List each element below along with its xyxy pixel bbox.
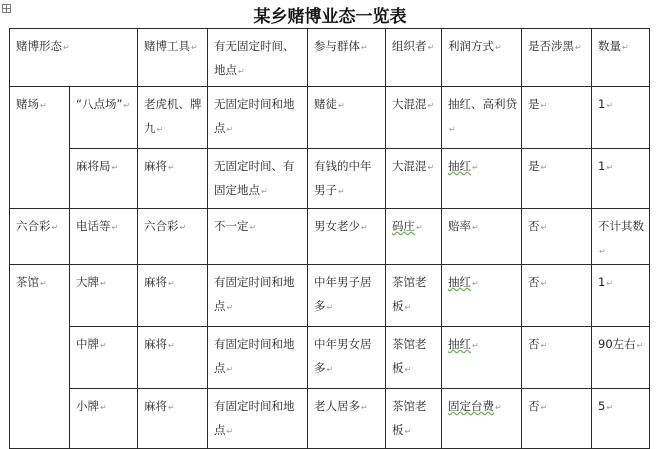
group-cell: 男女老少↵ bbox=[308, 209, 386, 265]
header-organizer: 组织者↵ bbox=[386, 29, 442, 87]
sub-cell: 大牌↵ bbox=[70, 265, 138, 327]
gang-cell: 否↵ bbox=[522, 209, 592, 265]
sub-cell: 小牌↵ bbox=[70, 389, 138, 449]
organizer-cell: 茶馆老板↵ bbox=[386, 265, 442, 327]
header-form: 赌博形态↵ bbox=[10, 29, 138, 87]
count-cell: 不计其数↵ bbox=[592, 209, 650, 265]
header-group: 参与群体↵ bbox=[308, 29, 386, 87]
organizer-cell: 码庄↵ bbox=[386, 209, 442, 265]
group-cell: 中年男女居多↵ bbox=[308, 327, 386, 389]
tool-cell: 麻将↵ bbox=[138, 327, 208, 389]
gang-cell: 是↵ bbox=[522, 87, 592, 149]
count-cell: 1↵ bbox=[592, 265, 650, 327]
header-gang: 是否涉黑↵ bbox=[522, 29, 592, 87]
header-tool: 赌博工具↵ bbox=[138, 29, 208, 87]
sub-cell: 电话等↵ bbox=[70, 209, 138, 265]
header-time-place: 有无固定时间、地点↵ bbox=[208, 29, 308, 87]
count-cell: 5↵ bbox=[592, 389, 650, 449]
tool-cell: 麻将↵ bbox=[138, 149, 208, 209]
group-cell: 中年男子居多↵ bbox=[308, 265, 386, 327]
tool-cell: 麻将↵ bbox=[138, 389, 208, 449]
category-cell: 茶馆↵ bbox=[10, 265, 70, 449]
organizer-cell: 大混混↵ bbox=[386, 149, 442, 209]
group-cell: 赌徒↵ bbox=[308, 87, 386, 149]
table-row bbox=[10, 265, 650, 327]
tool-cell: 六合彩↵ bbox=[138, 209, 208, 265]
header-profit: 利润方式↵ bbox=[442, 29, 522, 87]
profit-cell: 抽红、高利贷↵ bbox=[442, 87, 522, 149]
gang-cell: 否↵ bbox=[522, 265, 592, 327]
organizer-cell: 茶馆老板↵ bbox=[386, 389, 442, 449]
organizer-cell: 大混混↵ bbox=[386, 87, 442, 149]
count-cell: 90左右↵ bbox=[592, 327, 650, 389]
time-place-cell: 有固定时间和地点↵ bbox=[208, 265, 308, 327]
tool-cell: 老虎机、牌九↵ bbox=[138, 87, 208, 149]
profit-cell: 抽红↵ bbox=[442, 265, 522, 327]
sub-cell: 麻将局↵ bbox=[70, 149, 138, 209]
count-cell: 1↵ bbox=[592, 149, 650, 209]
sub-cell: “八点场”↵ bbox=[70, 87, 138, 149]
profit-cell: 固定台费↵ bbox=[442, 389, 522, 449]
profit-cell: 赔率↵ bbox=[442, 209, 522, 265]
header-count: 数量↵ bbox=[592, 29, 650, 87]
group-cell: 有钱的中年男子↵ bbox=[308, 149, 386, 209]
gambling-table bbox=[9, 28, 650, 449]
organizer-cell: 茶馆老板↵ bbox=[386, 327, 442, 389]
sub-cell: 中牌↵ bbox=[70, 327, 138, 389]
table-row bbox=[10, 149, 650, 209]
time-place-cell: 不一定↵ bbox=[208, 209, 308, 265]
page-title: 某乡赌博业态一览表 bbox=[253, 7, 407, 27]
gang-cell: 否↵ bbox=[522, 327, 592, 389]
tool-cell: 麻将↵ bbox=[138, 265, 208, 327]
category-cell: 六合彩↵ bbox=[10, 209, 70, 265]
category-cell: 赌场↵ bbox=[10, 87, 70, 209]
time-place-cell: 有固定时间和地点↵ bbox=[208, 327, 308, 389]
table-row bbox=[10, 87, 650, 149]
time-place-cell: 无固定时间和地点↵ bbox=[208, 87, 308, 149]
count-cell: 1↵ bbox=[592, 87, 650, 149]
profit-cell: 抽红↵ bbox=[442, 149, 522, 209]
time-place-cell: 无固定时间、有固定地点↵ bbox=[208, 149, 308, 209]
profit-cell: 抽红↵ bbox=[442, 327, 522, 389]
table-row bbox=[10, 389, 650, 449]
group-cell: 老人居多↵ bbox=[308, 389, 386, 449]
gang-cell: 否↵ bbox=[522, 389, 592, 449]
table-row bbox=[10, 209, 650, 265]
gang-cell: 是↵ bbox=[522, 149, 592, 209]
time-place-cell: 有固定时间和地点↵ bbox=[208, 389, 308, 449]
table-row bbox=[10, 327, 650, 389]
header-row bbox=[10, 29, 650, 87]
